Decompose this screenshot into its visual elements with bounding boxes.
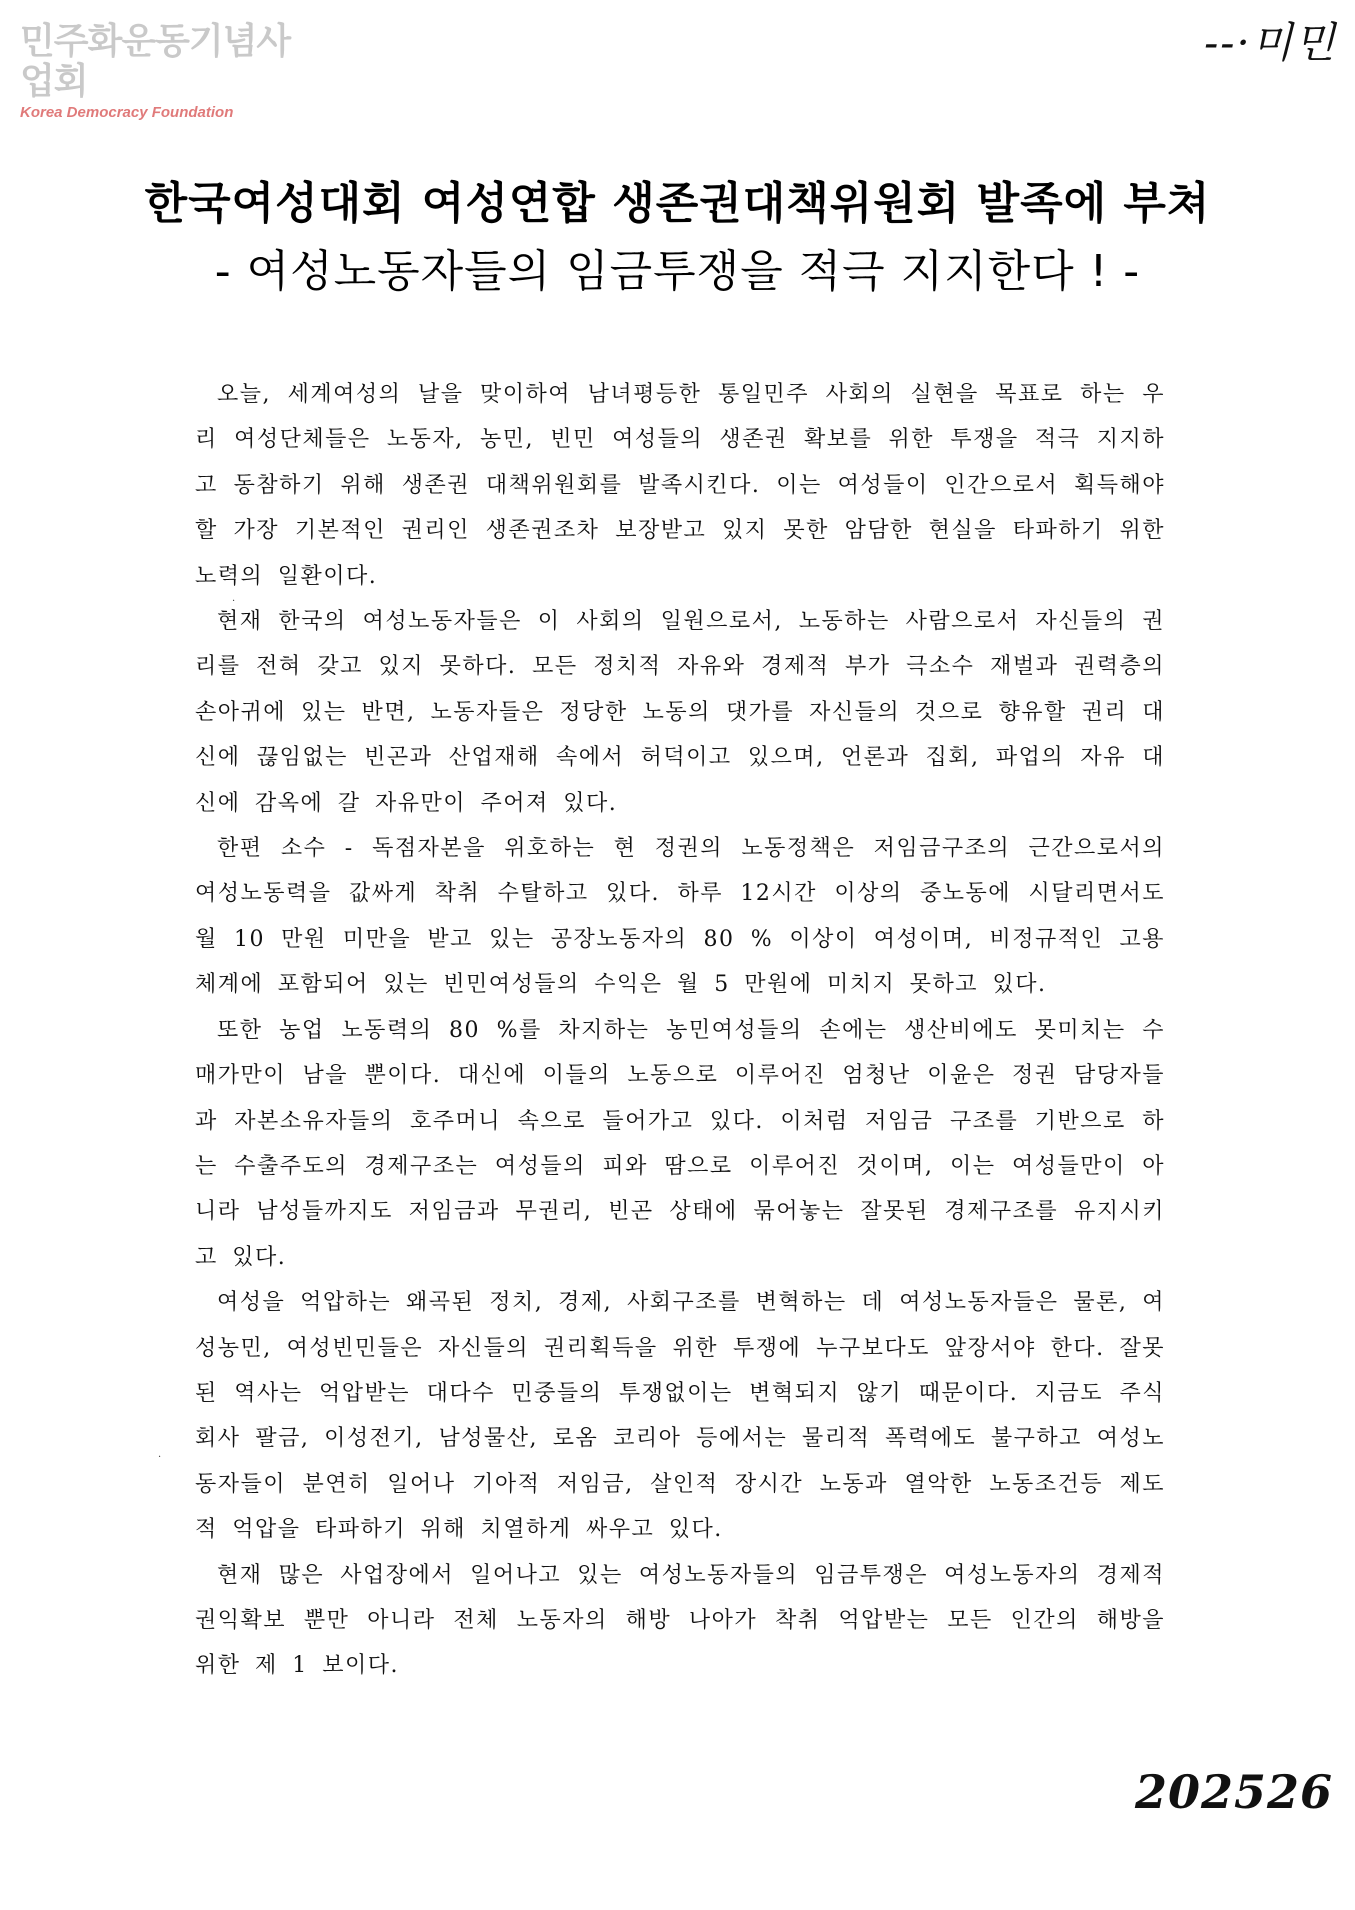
paragraph-4: 또한 농업 노동력의 80 %를 차지하는 농민여성들의 손에는 생산비에도 못미치는 수매가만이 남을 뿐이다. 대신에 이들의 노동으로 이루어진 엄청난 이윤은 정권 담당자들과 자본소유자들의 호주머니 속으로 들어가고 있다. 이처럼 저임금 구조를 기반으로 하는 수출주도의 경제구조는 여성들의 피와 땀으로 이루어진 것이며, 이는 여성들만이 아니라 남성들까지도 저임금과 무권리, 빈곤 상태에 묶어놓는 잘못된 경제구조를 유지시키고 있다.	[195, 1017, 1165, 1270]
paragraph-5: 여성을 억압하는 왜곡된 정치, 경제, 사회구조를 변혁하는 데 여성노동자들은 물론, 여성농민, 여성빈민들은 자신들의 권리획득을 위한 투쟁에 누구보다도 앞장서야 한다. 잘못된 역사는 억압받는 대다수 민중들의 투쟁없이는 변혁되지 않기 때문이다. 지금도 주식회사 팔금, 이성전기, 남성물산, 로옴 코리아 등에서는 물리적 폭력에도 불구하고 여성노동자들이 분연히 일어나 기아적 저임금, 살인적 장시간 노동과 열악한 노동조건등 제도적 억압을 타파하기 위해 치열하게 싸우고 있다.	[195, 1290, 1165, 1543]
document-body	[195, 372, 1165, 1689]
watermark-english-name: Korea Democracy Foundation	[20, 104, 234, 121]
handwritten-note-top: --·미민	[1204, 18, 1337, 67]
title-main: 한국여성대회 여성연합 생존권대책위원회 발족에 부쳐	[144, 178, 1211, 229]
paragraph-6: 현재 많은 사업장에서 일어나고 있는 여성노동자들의 임금투쟁은 여성노동자의 경제적 권익확보 뿐만 아니라 전체 노동자의 해방 나아가 착취 억압받는 모든 인간의 해방을 위한 제 1 보이다.	[195, 1562, 1165, 1679]
watermark-korean-name: 민주화운동기념사업회	[20, 21, 291, 102]
paragraph-3: 한편 소수 - 독점자본을 위호하는 현 정권의 노동정책은 저임금구조의 근간으로서의 여성노동력을 값싸게 착취 수탈하고 있다. 하루 12시간 이상의 중노동에 시달리면서도 월 10 만원 미만을 받고 있는 공장노동자의 80 % 이상이 여성이며, 비정규적인 고용체계에 포함되어 있는 빈민여성들의 수익은 월 5 만원에 미치지 못하고 있다.	[195, 836, 1165, 998]
document-title	[0, 170, 1355, 306]
title-subtitle: - 여성노동자들의 임금투쟁을 적극 지지한다 ! -	[214, 246, 1141, 297]
paragraph-2: 현재 한국의 여성노동자들은 이 사회의 일원으로서, 노동하는 사람으로서 자신들의 권리를 전혀 갖고 있지 못하다. 모든 정치적 자유와 경제적 부가 극소수 재벌과 권력층의 손아귀에 있는 반면, 노동자들은 정당한 노동의 댓가를 자신들의 것으로 향유할 권리 대신에 끊임없는 빈곤과 산업재해 속에서 허덕이고 있으며, 언론과 집회, 파업의 자유 대신에 감옥에 갈 자유만이 주어져 있다.	[195, 609, 1165, 816]
handwritten-note-bottom: 202526	[1135, 1765, 1334, 1819]
paragraph-1: 오늘, 세계여성의 날을 맞이하여 남녀평등한 통일민주 사회의 실현을 목표로 하는 우리 여성단체들은 노동자, 농민, 빈민 여성들의 생존권 확보를 위한 투쟁을 적극 지지하고 동참하기 위해 생존권 대책위원회를 발족시킨다. 이는 여성들이 인간으로서 획득해야 할 가장 기본적인 권리인 생존권조차 보장받고 있지 못한 암담한 현실을 타파하기 위한 노력의 일환이다.	[195, 382, 1165, 589]
scan-speck: ·	[232, 596, 236, 607]
foundation-watermark	[20, 22, 300, 122]
scan-speck: ·	[158, 1452, 162, 1463]
